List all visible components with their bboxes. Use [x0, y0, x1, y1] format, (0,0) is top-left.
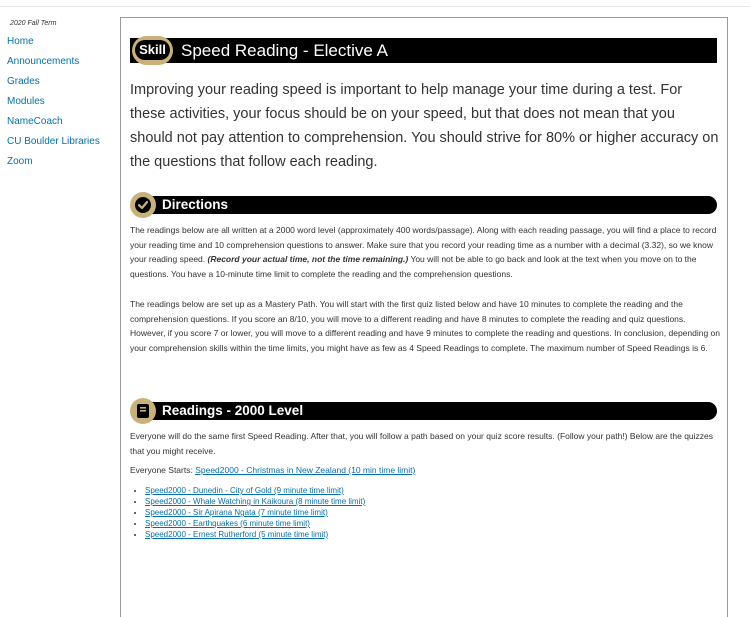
everyone-starts: [130, 463, 720, 478]
skill-badge-label: Skill: [135, 40, 170, 60]
top-divider: [0, 6, 750, 7]
directions-title: Directions: [162, 197, 229, 212]
sidebar-item-home[interactable]: Home: [7, 36, 34, 47]
sidebar-item-modules[interactable]: Modules: [7, 96, 45, 107]
readings-paragraph: Everyone will do the same first Speed Reading. After that, you will follow a path based on your quiz score results. (Follow your path!) Below are the quizzes that you might receive.: [130, 431, 714, 456]
sidebar-item-zoom[interactable]: Zoom: [7, 156, 33, 167]
quiz-link-earthquakes[interactable]: Speed2000 - Earthquakes (6 minute time limit): [145, 519, 310, 528]
page-banner: [130, 38, 717, 63]
quiz-list: [135, 485, 365, 540]
course-sidebar: [7, 20, 119, 176]
intro-text: Improving your reading speed is important to help manage your time during a test. For these activities, your focus should be on your speed, but that does not mean that you should not pay attention to comprehension. You should strive for 80% or higher accuracy on the questions that follow each reading.: [130, 82, 719, 170]
list-item: [145, 485, 365, 496]
directions-bar: [144, 196, 717, 214]
directions-paragraph-2: The readings below are set up as a Mastery Path. You will start with the first quiz listed below and have 10 minutes to complete the reading and the comprehension questions. If you score an 8/10, you will move to a different reading and have 8 minutes to complete the reading and quiz questions. However, if you score 7 or lower, you will move to a different reading and have 9 minutes to complete the reading and questions. In conclusion, depending on your comprehension skills within the time limits, you might have as few as 4 Speed Readings to complete. The maximum number of Speed Readings is 6.: [130, 299, 721, 353]
quiz-link-christmas[interactable]: Speed2000 - Christmas in New Zealand (10 min time limit): [195, 465, 416, 475]
book-icon: [130, 398, 156, 424]
term-label: 2020 Fall Term: [10, 20, 57, 27]
list-item: [145, 518, 365, 529]
list-item: [145, 507, 365, 518]
starts-label: Everyone Starts:: [130, 465, 196, 475]
readings-title: Readings - 2000 Level: [162, 403, 304, 418]
directions-text-a: The readings below are all written at a 2000 word level (approximately 400 words/passage). Along with each reading passage, you will find a place to record your reading time and 10 comprehension questions to answer. Make sure that you record your reading time as a number with a decimal (3.32), so we know your reading speed.: [130, 225, 717, 264]
quiz-link-apirana-ngata[interactable]: Speed2000 - Sir Apirana Ngata (7 minute time limit): [145, 508, 328, 517]
page-title: Speed Reading - Elective A: [181, 40, 388, 60]
list-item: [145, 529, 365, 540]
quiz-link-dunedin[interactable]: Speed2000 - Dunedin - City of Gold (9 minute time limit): [145, 486, 344, 495]
directions-emphasis: (Record your actual time, not the time remaining.): [207, 254, 409, 264]
list-item: [145, 496, 365, 507]
readings-header: [130, 400, 717, 422]
quiz-link-whale-watching[interactable]: Speed2000 - Whale Watching in Kaikoura (8 minute time limit): [145, 497, 366, 506]
directions-paragraph-1: [130, 223, 720, 281]
course-nav: [7, 36, 119, 167]
sidebar-item-grades[interactable]: Grades: [7, 76, 40, 87]
quiz-link-rutherford[interactable]: Speed2000 - Ernest Rutherford (5 minute time limit): [145, 530, 329, 539]
check-icon: [130, 192, 156, 218]
page-content: [120, 17, 728, 617]
directions-text-c: You will not be able to go back and look at the text when you move on to the questions. You have a 10-minute time limit to complete the reading and the comprehension questions.: [130, 254, 697, 279]
skill-badge: [132, 36, 173, 65]
directions-header: [130, 194, 717, 216]
sidebar-item-announcements[interactable]: Announcements: [7, 56, 80, 67]
sidebar-item-namecoach[interactable]: NameCoach: [7, 116, 63, 127]
sidebar-item-libraries[interactable]: CU Boulder Libraries: [7, 136, 100, 147]
